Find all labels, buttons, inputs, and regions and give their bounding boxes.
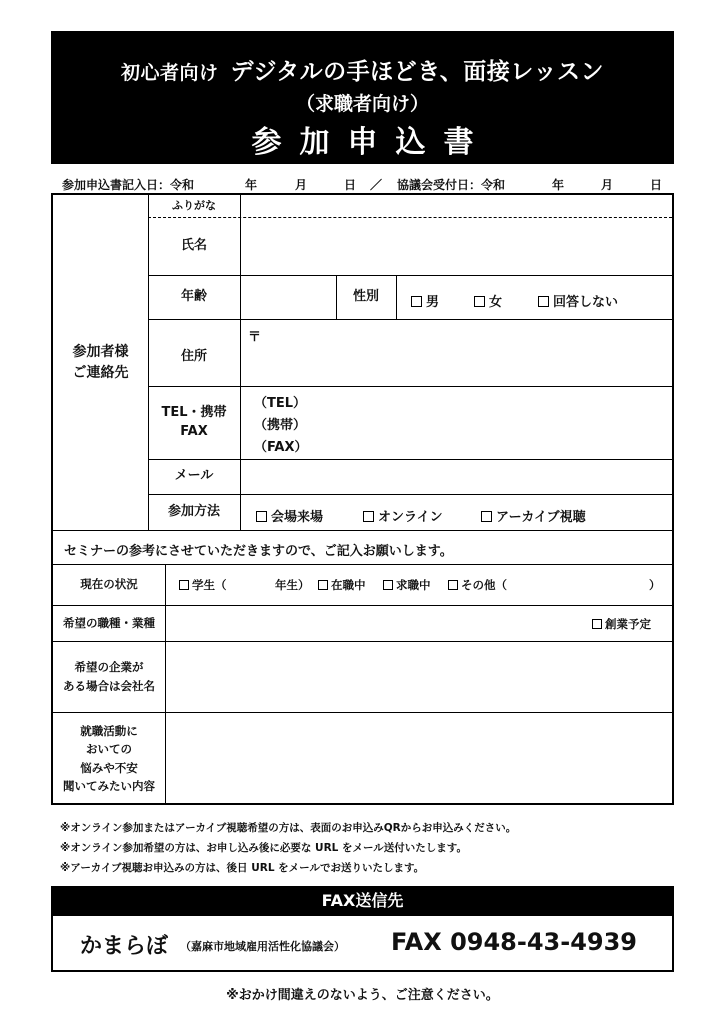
entry-month-label: 月 (295, 178, 308, 192)
method-label: 参加方法 (167, 503, 220, 519)
concerns-label: 就職活動に おいての 悩みや不安 聞いてみたい内容 (63, 723, 155, 793)
brand-name: かまらぼ (80, 934, 169, 959)
checkbox[interactable] (179, 580, 189, 590)
checkbox[interactable] (481, 511, 492, 522)
postal-mark: 〒 (248, 330, 262, 345)
gender-option-label: 女 (489, 295, 503, 310)
title-main: デジタルの手ほどき、面接レッスン (230, 59, 604, 85)
email-label: メール (174, 468, 214, 484)
method-option-label: アーカイブ視聴 (496, 510, 586, 525)
gender-option-no-answer[interactable] (538, 291, 618, 310)
fax-heading: FAX送信先 (51, 886, 674, 916)
form-header (51, 31, 674, 164)
organization-name: （嘉麻市地域雇用活性化協議会） (180, 940, 345, 953)
furigana-field[interactable] (241, 195, 672, 217)
grade-label: 年生） (275, 578, 310, 592)
method-option-venue[interactable] (256, 506, 323, 525)
startup-option[interactable] (592, 616, 651, 632)
gender-option-male[interactable] (411, 291, 439, 310)
form-title: 参加申込書 (251, 125, 492, 160)
checkbox[interactable] (256, 511, 267, 522)
address-field[interactable] (241, 320, 672, 386)
fax-line: （FAX） (254, 440, 308, 455)
method-option-label: 会場来場 (271, 510, 324, 525)
checkbox[interactable] (474, 296, 485, 307)
gender-option-label: 回答しない (553, 295, 619, 310)
tel-line: （TEL） (254, 396, 307, 411)
title-prefix: 初心者向け (121, 62, 219, 84)
checkbox[interactable] (318, 580, 328, 590)
entry-day-label: 日 (344, 178, 357, 192)
title-line-2: （求職者向け） (295, 93, 429, 115)
fax-number: FAX 0948-43-4939 (391, 928, 637, 956)
divider (53, 530, 672, 531)
age-field[interactable] (241, 276, 336, 319)
status-option-label: 在職中 (331, 578, 366, 592)
method-option-label: オンライン (378, 510, 443, 525)
gender-option-label: 男 (426, 295, 440, 310)
status-label: 現在の状況 (80, 577, 138, 592)
received-month-label: 月 (601, 178, 614, 192)
furigana-label: ふりがな (172, 199, 216, 213)
method-option-online[interactable] (363, 506, 443, 525)
participant-section-label: 参加者様 ご連絡先 (72, 344, 129, 381)
checkbox[interactable] (538, 296, 549, 307)
status-option-label: 学生（ (192, 578, 227, 592)
job-type-field[interactable] (166, 606, 586, 641)
received-year-label: 年 (552, 178, 565, 192)
method-option-archive[interactable] (481, 506, 586, 525)
checkbox[interactable] (383, 580, 393, 590)
note-url: ※オンライン参加希望の方は、お申し込み後に必要な URL をメール送付いたします。 (60, 842, 467, 854)
date-separator: ／ (370, 178, 383, 192)
gender-option-female[interactable] (474, 291, 502, 310)
status-option-employed[interactable] (318, 577, 366, 593)
checkbox[interactable] (411, 296, 422, 307)
other-close-paren: ） (649, 578, 661, 592)
phone-field[interactable] (313, 387, 672, 459)
checkbox[interactable] (592, 619, 602, 629)
entry-date-label: 参加申込書記入日：令和 (62, 178, 195, 192)
note-archive: ※アーカイブ視聴お申込みの方は、後日 URL をメールでお送りいたします。 (60, 862, 425, 874)
divider (396, 275, 397, 319)
received-date-label: 協議会受付日：令和 (397, 178, 506, 192)
company-field[interactable] (166, 642, 672, 712)
concerns-field[interactable] (166, 713, 672, 805)
status-option-other[interactable] (448, 577, 507, 593)
date-row (62, 176, 667, 192)
name-label: 氏名 (180, 237, 207, 253)
checkbox[interactable] (448, 580, 458, 590)
checkbox[interactable] (363, 511, 374, 522)
email-field[interactable] (241, 460, 672, 494)
address-label: 住所 (180, 349, 207, 365)
startup-option-label: 創業予定 (605, 617, 651, 631)
age-label: 年齢 (180, 288, 207, 304)
job-type-label: 希望の職種・業種 (63, 615, 155, 630)
status-option-label: 求職中 (396, 578, 431, 592)
gender-label: 性別 (352, 288, 379, 304)
mobile-line: （携帯） (254, 418, 307, 433)
company-label: 希望の企業が ある場合は会社名 (63, 660, 155, 693)
title-line-1 (51, 53, 674, 86)
entry-year-label: 年 (245, 178, 258, 192)
application-form (51, 193, 674, 805)
seminar-note: セミナーの参考にさせていただきますので、ご記入お願いします。 (64, 544, 453, 559)
status-option-student[interactable] (179, 577, 227, 593)
phone-label: TEL・携帯 FAX (161, 404, 227, 439)
status-option-label: その他（ (461, 578, 507, 592)
status-option-seeking[interactable] (383, 577, 431, 593)
fax-destination (51, 916, 674, 972)
footer-note: ※おかけ間違えのないよう、ご注意ください。 (226, 988, 499, 1003)
note-online: ※オンライン参加またはアーカイブ視聴希望の方は、表面のお申込みQRからお申込みください。 (60, 822, 517, 834)
received-day-label: 日 (650, 178, 663, 192)
name-field[interactable] (241, 218, 672, 275)
notes (60, 818, 516, 878)
